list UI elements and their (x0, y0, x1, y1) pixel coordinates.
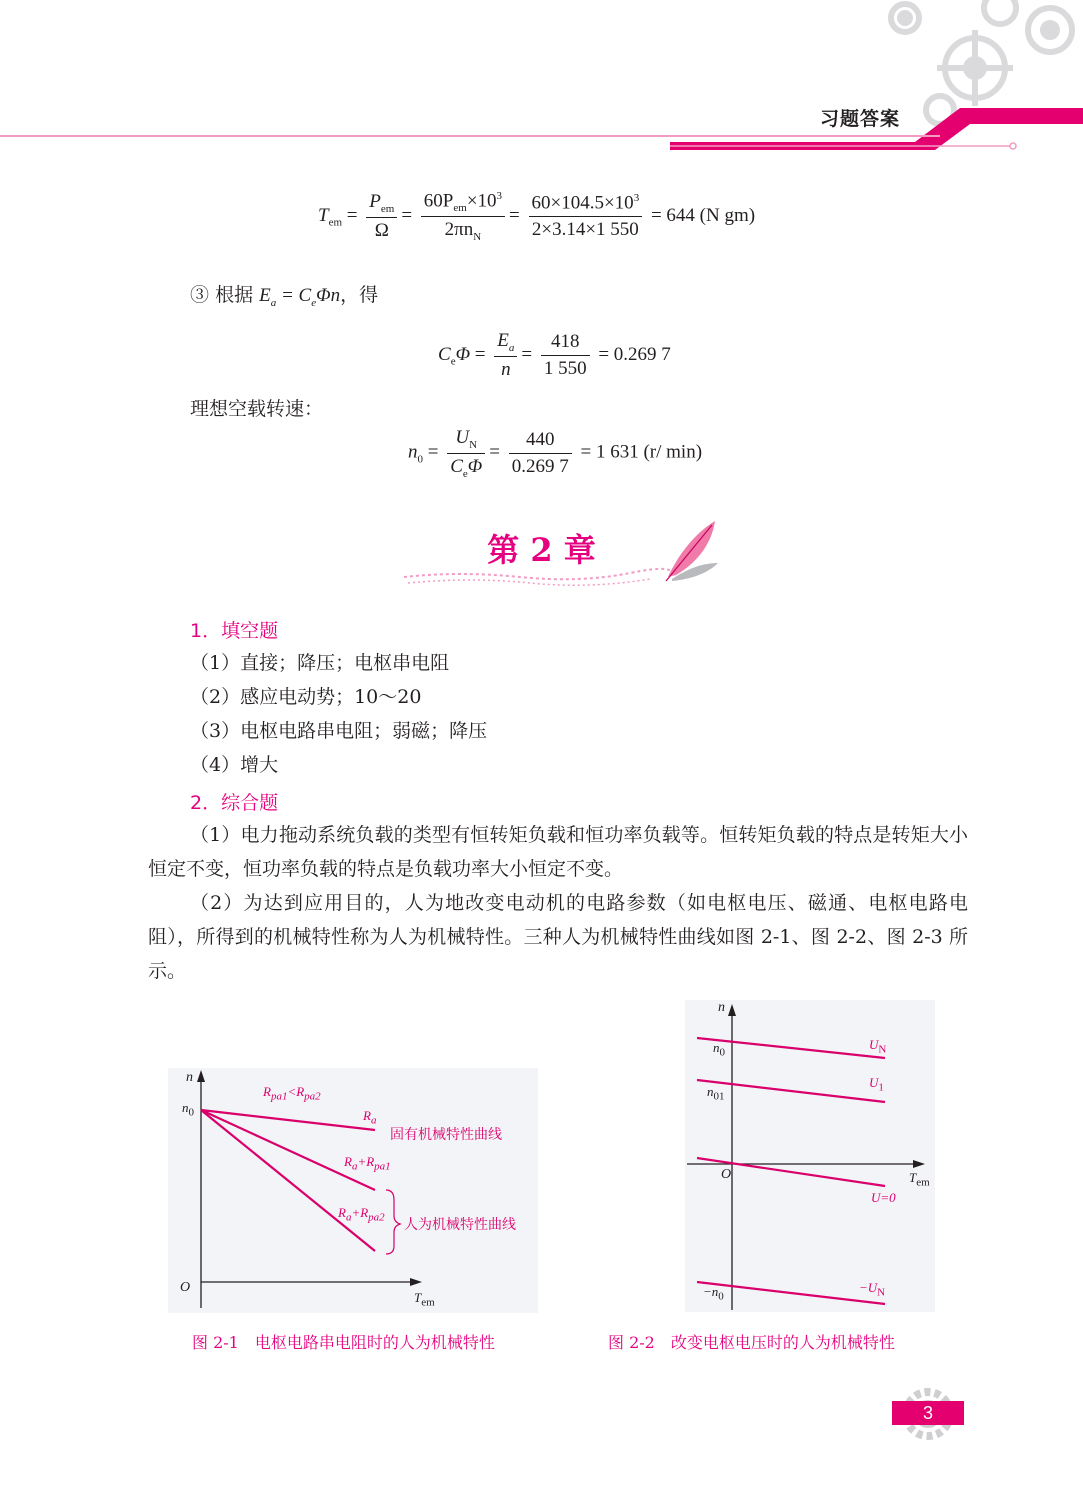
paragraph-2: （2）为达到应用目的，人为地改变电动机的电路参数（如电枢电压、磁通、电枢电路电阻），所得到的机械特性称为人为机械特性。三种人为机械特性曲线如图 2-1、图 2-2、图 2-3 所示。 (148, 892, 968, 982)
chapter-ornament (400, 515, 730, 590)
answer-item-2: （2）感应电动势；10～20 (190, 686, 422, 708)
figure-2-2 (685, 1000, 935, 1312)
fig2-u0-label: U=0 (871, 1190, 896, 1205)
answer-item-4: （4）增大 (190, 754, 279, 776)
section-2-title: 2．综合题 (190, 792, 279, 814)
fig2-neg-un-label: $-U_N$ (859, 1280, 886, 1299)
fig1-axis-n: n (186, 1070, 193, 1085)
fig2-u1-label: $U_1$ (869, 1075, 884, 1094)
fig2-n01-label: $n_{01}$ (707, 1084, 725, 1103)
fig1-origin: O (180, 1280, 191, 1295)
fig1-artificial-label: 人为机械特性曲线 (404, 1217, 516, 1233)
feather-icon (666, 521, 718, 581)
fig1-n0-label: $n_0$ (182, 1100, 194, 1119)
fig2-axis-t: $T_{em}$ (909, 1170, 930, 1189)
gear-icon (891, 0, 1072, 124)
fig1-axis-t: $T_{em}$ (414, 1290, 435, 1309)
equation-torque: $T_{em}$ = $\frac{P_{em}}{\Omega}$ = $\frac{60P_{em}\times 10^3}{2\pi n_N}$ = $\frac{60\times 104.5\times 10^3}{2\times 3.14\times 1 550}$ = 644 (N gm) (318, 190, 756, 243)
fig2-un-label: $U_N$ (869, 1037, 887, 1056)
fig1-condition: $R_{pa1}<R_{pa2}$ (263, 1084, 321, 1103)
fig1-line2-label: $R_a+R_{pa1}$ (344, 1154, 391, 1173)
header-title: 习题答案 (820, 108, 901, 130)
figure-2-2-caption: 图 2-2 改变电枢电压时的人为机械特性 (608, 1333, 895, 1352)
fig1-line3-label: $R_a+R_{pa2}$ (338, 1205, 385, 1224)
fig1-natural-label: 固有机械特性曲线 (390, 1127, 502, 1143)
fig1-line1-label: $R_a$ (363, 1108, 377, 1127)
equation-ce-phi: $C_e\Phi$ = $\frac{E_a}{n}$ = $\frac{418}{1 550}$ = 0.269 7 (438, 330, 671, 380)
header-decoration (0, 0, 1083, 160)
fig2-origin: O (721, 1167, 732, 1182)
figure-2-1-caption: 图 2-1 电枢电路串电阻时的人为机械特性 (192, 1333, 495, 1352)
step-3-line: ③ 根据 $E_a = C_e\Phi n$，得 (190, 284, 379, 309)
figure-2-1 (168, 1068, 538, 1313)
fig2-n0-label: $n_0$ (713, 1040, 725, 1059)
answer-item-1: （1）直接；降压；电枢串电阻 (190, 652, 450, 674)
figure-2-1-plot (168, 1068, 538, 1313)
page-number: 3 (892, 1401, 964, 1425)
ideal-speed-label: 理想空载转速： (190, 398, 324, 420)
paragraph-1: （1）电力拖动系统负载的类型有恒转矩负载和恒功率负载等。恒转矩负载的特点是转矩大小恒定不变，恒功率负载的特点是负载功率大小恒定不变。 (148, 824, 968, 880)
section-1-title: 1．填空题 (190, 620, 279, 642)
chapter-title: 第 2 章 (487, 531, 596, 569)
equation-n0: $n_0$ = $\frac{U_N}{C_e\Phi}$ = $\frac{440}{0.269 7}$ = 1 631 (r/ min) (408, 427, 703, 480)
fig2-neg-n0-label: $-n_0$ (703, 1284, 724, 1303)
fig2-axis-n: n (718, 1000, 725, 1015)
answer-item-3: （3）电枢电路串电阻；弱磁；降压 (190, 720, 488, 742)
